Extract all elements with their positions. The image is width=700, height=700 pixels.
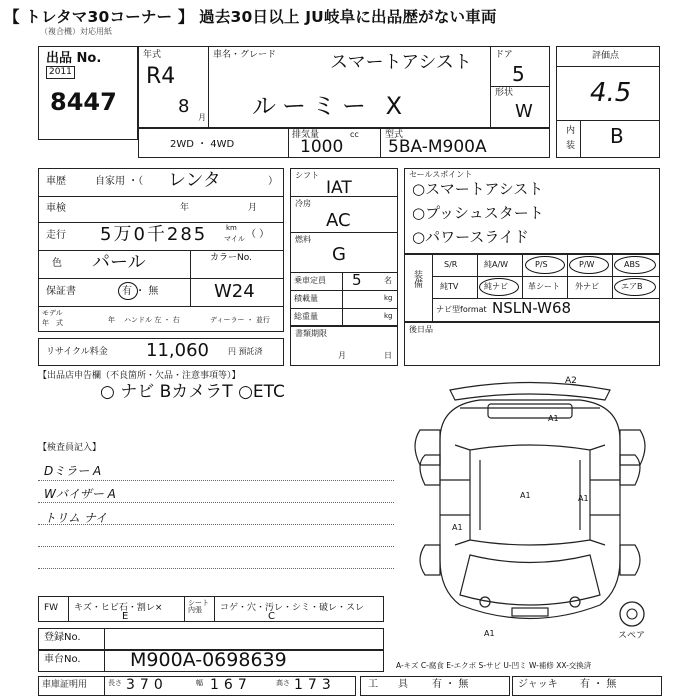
banner: 【 トレタマ30コーナー 】 過去30日以上 JU岐阜に出品歴がない車両: [4, 8, 497, 26]
model-code-value: 5BA-M900A: [388, 137, 487, 157]
equip-navi: 純ナビ: [484, 282, 508, 291]
load-label: 積載量: [294, 294, 318, 303]
mark-a1-mid: A1: [520, 491, 531, 500]
color-no-label: カラーNo.: [210, 253, 252, 263]
name-label: 車名・グレード: [213, 50, 277, 60]
model-code-label: 型式: [385, 130, 404, 140]
recycle-value: 11,060: [146, 340, 209, 361]
lot-year-stamp: 2011: [46, 66, 75, 79]
aircon-label: 冷房: [295, 199, 311, 208]
displacement-unit: cc: [350, 130, 359, 139]
equip-tv: 純TV: [440, 282, 459, 291]
total-weight-label: 総重量: [294, 312, 318, 321]
inspector-note-1: Dミラー A: [44, 464, 102, 478]
interior-label-1: 内: [566, 126, 576, 136]
color-value: パール: [92, 252, 146, 273]
fw-mark-c: C: [268, 611, 275, 622]
after-install-label: 後日品: [409, 325, 433, 334]
mileage-label: 走行: [46, 230, 66, 241]
total-weight-unit: kg: [384, 312, 393, 320]
inspector-notes-label: 【検査員記入】: [38, 443, 102, 453]
legend: A-キズ C-腐食 E-エクボ S-サビ U-凹ミ W-補修 XX-交換済: [396, 661, 592, 670]
mark-a1-front: A1: [484, 629, 495, 638]
door-value: 5: [512, 62, 525, 86]
dims-height-label: 高さ: [276, 679, 290, 687]
aircon-value: AC: [326, 210, 351, 231]
drive-label: 2WD ・ 4WD: [170, 139, 235, 150]
dims-width-value: 167: [210, 677, 252, 693]
after-install-box: [404, 322, 660, 366]
year-month-unit: 月: [198, 113, 206, 122]
inspector-note-2: Wバイザー A: [44, 487, 116, 501]
inspection-label: 車検: [46, 203, 66, 214]
interior-label-2: 装: [566, 141, 576, 151]
history-label: 車歴: [46, 176, 66, 187]
equip-pw: P/W: [579, 260, 595, 269]
lot-number: 8447: [50, 88, 117, 116]
navi-model-value: NSLN-W68: [492, 299, 572, 317]
fw-label: FW: [44, 603, 59, 613]
color-no-value: W24: [214, 281, 255, 302]
equip-aw: 純A/W: [484, 260, 509, 269]
tools-options: 有 ・ 無: [432, 679, 469, 690]
equip-airbag-circle: [614, 278, 656, 296]
fw-seat-label: シート内張: [188, 599, 209, 614]
equip-ps-circle: [525, 256, 565, 274]
fw-defects: キズ・ヒビ石・割レ×: [74, 603, 163, 613]
dims-long-label: 長さ: [108, 679, 122, 687]
equip-airbag: エアB: [621, 282, 643, 291]
equip-leather: 革シート: [528, 282, 560, 291]
registration-month-unit: 月: [338, 351, 346, 360]
model-year-label-2: 年 式: [42, 319, 63, 327]
mileage-unit-mile: マイル: [224, 235, 245, 243]
jack-label: ジャッキ: [518, 679, 558, 690]
registration-day-unit: 日: [384, 351, 392, 360]
inspection-month-unit: 月: [248, 203, 258, 213]
load-unit: kg: [384, 294, 393, 302]
sales-points-label: セールスポイント: [409, 170, 473, 179]
history-options: 自家用 ・（: [95, 176, 144, 187]
chassis-label: 車台No.: [44, 654, 81, 665]
spare-label: スペア: [618, 631, 646, 641]
capacity-value: 5: [352, 271, 362, 289]
seller-notes-label: 【出品店申告欄（不良箇所・欠品・注意事項等）】: [38, 371, 241, 381]
shift-label: シフト: [295, 171, 319, 180]
fw-mark-e: E: [122, 611, 129, 622]
displacement-value: 1000: [300, 137, 344, 157]
equip-sr: S/R: [444, 260, 458, 269]
fuel-value: G: [332, 244, 346, 265]
mark-a2: A2: [565, 376, 577, 386]
dealer-options: ディーラー ・ 並行: [210, 316, 270, 324]
recycle-label: リサイクル料金: [46, 347, 108, 357]
tools-label: 工 具: [368, 679, 408, 690]
shape-value: W: [515, 101, 533, 122]
year-era-value: R4: [146, 64, 176, 89]
recycle-unit: 円 預託済: [228, 347, 263, 356]
shape-label: 形状: [495, 88, 514, 98]
registration-label: 書類期限: [295, 329, 327, 338]
year-label: 年式: [143, 50, 162, 60]
year-month-value: 8: [178, 96, 190, 117]
reg-no-label: 登録No.: [44, 632, 81, 643]
warranty-selected-circle: [118, 282, 138, 300]
reg-box: [38, 628, 384, 650]
mileage-unit-km: km: [226, 224, 237, 232]
inspection-year-unit: 年: [180, 203, 190, 213]
score-label: 評価点: [592, 51, 620, 61]
capacity-unit: 名: [384, 276, 392, 285]
equip-pw-circle: [569, 256, 609, 274]
interior-value: B: [610, 124, 624, 148]
shift-value: IAT: [326, 178, 352, 198]
form-note: （複合機）対応用紙: [40, 27, 112, 36]
equip-ps: P/S: [535, 260, 548, 269]
seller-notes-text: ○ ナビ BカメラT ○ETC: [100, 382, 285, 402]
fw-seat-defects: コゲ・穴・汚レ・シミ・破レ・スレ: [220, 603, 365, 613]
model-year-label-1: モデル: [42, 309, 63, 317]
sales-point-2: ○プッシュスタート: [412, 204, 544, 222]
dims-width-label: 幅: [196, 679, 203, 687]
equip-ext-navi: 外ナビ: [575, 282, 599, 291]
equip-abs-circle: [614, 256, 656, 274]
sales-point-1: ○スマートアシスト: [412, 180, 544, 198]
displacement-label: 排気量: [292, 130, 320, 140]
capacity-label: 乗車定員: [294, 276, 326, 285]
score-value: 4.5: [590, 78, 632, 108]
handle-options: ハンドル 左 ・ 右: [124, 316, 180, 324]
mileage-value: 5万0千285: [100, 224, 208, 245]
lot-label: 出品 No.: [46, 51, 102, 66]
mileage-paren: （ ）: [246, 229, 270, 240]
model-year-unit: 年: [108, 316, 115, 324]
sales-point-3: ○パワースライド: [412, 228, 529, 246]
color-label: 色: [52, 258, 62, 269]
equip-navi-circle: [479, 278, 519, 296]
chassis-value: M900A-0698639: [130, 649, 287, 671]
fuel-label: 燃料: [295, 235, 311, 244]
mark-a1-right: A1: [578, 494, 589, 503]
equip-abs: ABS: [624, 260, 640, 269]
inspector-note-3: トリム ナイ: [44, 511, 107, 525]
dims-label: 車庫証明用: [42, 680, 88, 690]
warranty-label: 保証書: [46, 286, 76, 297]
model-name-value: ルーミー X: [252, 92, 409, 120]
mark-a1-top: A1: [548, 414, 559, 423]
equipment-label: 装備: [412, 270, 422, 288]
spare-tire-icon: [618, 600, 646, 628]
jack-options: 有 ・ 無: [580, 679, 617, 690]
mark-a1-left: A1: [452, 523, 463, 532]
warranty-options: 有 ・ 無: [122, 286, 159, 297]
grade-value: スマートアシスト: [330, 52, 472, 73]
navi-model-label: ナビ型format: [436, 305, 487, 314]
history-close: ）: [268, 176, 278, 187]
history-value: レンタ: [168, 170, 221, 191]
dims-long-value: 370: [126, 677, 168, 693]
door-label: ドア: [495, 50, 513, 60]
dims-height-value: 173: [294, 677, 336, 693]
